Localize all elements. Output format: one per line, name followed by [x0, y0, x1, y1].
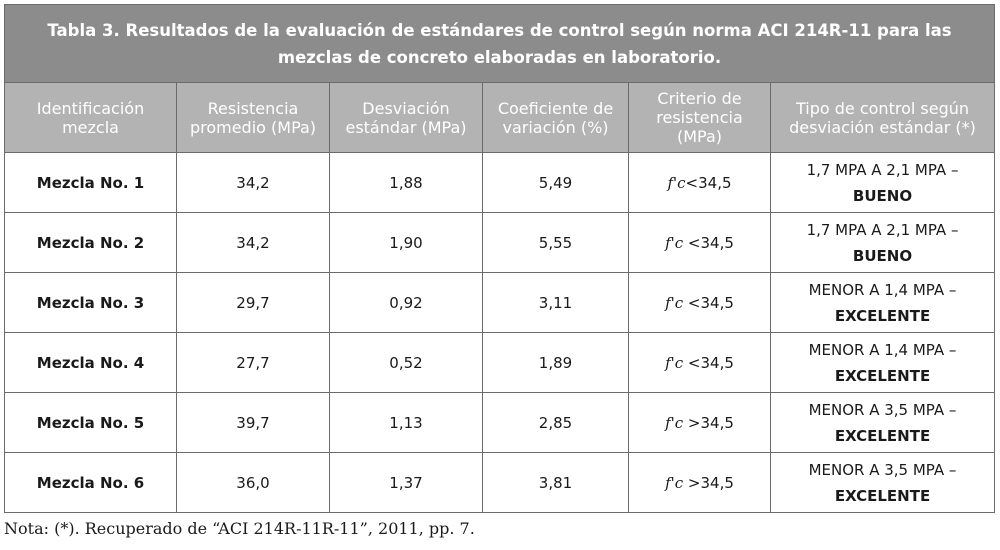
cell-tipo-control — [771, 213, 995, 273]
control-range: MENOR A 3,5 MPA – — [808, 460, 957, 479]
cell-coeficiente: 3,11 — [483, 273, 629, 333]
header-resistencia — [177, 83, 330, 153]
cell-criterio — [629, 153, 771, 213]
control-range: MENOR A 1,4 MPA – — [808, 280, 957, 299]
criterio-value: <34,5 — [683, 233, 734, 252]
cell-desviacion: 1,90 — [330, 213, 483, 273]
table-row — [5, 333, 995, 393]
cell-desviacion: 1,88 — [330, 153, 483, 213]
cell-tipo-control — [771, 453, 995, 513]
cell-criterio — [629, 273, 771, 333]
criterio-symbol: f'c — [667, 173, 686, 192]
cell-desviacion: 1,13 — [330, 393, 483, 453]
table-header-row — [5, 83, 995, 153]
cell-coeficiente: 2,85 — [483, 393, 629, 453]
cell-tipo-control — [771, 333, 995, 393]
table-caption: Tabla 3. Resultados de la evaluación de estándares de control según norma ACI 214R-11 para las mezclas de concreto elaboradas en laboratorio. — [5, 5, 995, 83]
results-table-container — [4, 4, 994, 513]
control-range: 1,7 MPA A 2,1 MPA – — [806, 160, 959, 179]
cell-mezcla-name: Mezcla No. 3 — [5, 273, 177, 333]
results-table — [4, 4, 995, 513]
cell-mezcla-name: Mezcla No. 5 — [5, 393, 177, 453]
cell-criterio — [629, 333, 771, 393]
header-line: Desviación — [362, 98, 450, 118]
header-line: estándar (MPa) — [345, 117, 467, 137]
cell-desviacion: 1,37 — [330, 453, 483, 513]
criterio-symbol: f'c — [665, 233, 684, 252]
cell-resistencia: 27,7 — [177, 333, 330, 393]
cell-criterio — [629, 393, 771, 453]
cell-mezcla-name: Mezcla No. 4 — [5, 333, 177, 393]
header-line: Criterio de — [657, 89, 742, 108]
header-desviacion — [330, 83, 483, 153]
control-range: 1,7 MPA A 2,1 MPA – — [806, 220, 959, 239]
header-line: variación (%) — [502, 117, 609, 137]
cell-tipo-control — [771, 393, 995, 453]
cell-mezcla-name: Mezcla No. 1 — [5, 153, 177, 213]
cell-mezcla-name: Mezcla No. 2 — [5, 213, 177, 273]
control-level: EXCELENTE — [834, 306, 931, 325]
header-criterio — [629, 83, 771, 153]
header-line: promedio (MPa) — [189, 117, 317, 137]
criterio-value: <34,5 — [685, 173, 732, 192]
criterio-symbol: f'c — [665, 293, 684, 312]
criterio-value: >34,5 — [683, 473, 734, 492]
header-tipo-control — [771, 83, 995, 153]
cell-resistencia: 39,7 — [177, 393, 330, 453]
cell-coeficiente: 3,81 — [483, 453, 629, 513]
cell-resistencia: 29,7 — [177, 273, 330, 333]
cell-desviacion: 0,52 — [330, 333, 483, 393]
table-row — [5, 273, 995, 333]
control-range: MENOR A 3,5 MPA – — [808, 400, 957, 419]
table-row — [5, 213, 995, 273]
control-level: EXCELENTE — [834, 486, 931, 505]
header-line: Resistencia — [207, 98, 299, 118]
header-line: desviación estándar (*) — [789, 117, 976, 137]
criterio-value: <34,5 — [683, 293, 734, 312]
criterio-symbol: f'c — [665, 473, 684, 492]
cell-desviacion: 0,92 — [330, 273, 483, 333]
criterio-symbol: f'c — [665, 413, 684, 432]
control-level: BUENO — [852, 186, 913, 205]
header-line: Coeficiente de — [497, 98, 614, 118]
criterio-value: <34,5 — [683, 353, 734, 372]
header-coeficiente — [483, 83, 629, 153]
control-level: EXCELENTE — [834, 426, 931, 445]
cell-coeficiente: 5,55 — [483, 213, 629, 273]
cell-coeficiente: 1,89 — [483, 333, 629, 393]
header-line: mezcla — [62, 117, 119, 137]
control-level: BUENO — [852, 246, 913, 265]
header-line: resistencia — [656, 108, 743, 127]
header-line: Tipo de control según — [796, 98, 970, 118]
criterio-symbol: f'c — [665, 353, 684, 372]
table-note: Nota: (*). Recuperado de “ACI 214R-11R-11”, 2011, pp. 7. — [4, 519, 475, 538]
cell-mezcla-name: Mezcla No. 6 — [5, 453, 177, 513]
cell-criterio — [629, 453, 771, 513]
criterio-value: >34,5 — [683, 413, 734, 432]
control-range: MENOR A 1,4 MPA – — [808, 340, 957, 359]
cell-resistencia: 34,2 — [177, 213, 330, 273]
cell-tipo-control — [771, 153, 995, 213]
header-line: Identificación — [36, 98, 145, 118]
cell-resistencia: 34,2 — [177, 153, 330, 213]
cell-resistencia: 36,0 — [177, 453, 330, 513]
table-row — [5, 153, 995, 213]
cell-criterio — [629, 213, 771, 273]
control-level: EXCELENTE — [834, 366, 931, 385]
table-row — [5, 393, 995, 453]
table-row — [5, 453, 995, 513]
cell-tipo-control — [771, 273, 995, 333]
header-identificacion — [5, 83, 177, 153]
cell-coeficiente: 5,49 — [483, 153, 629, 213]
header-line: (MPa) — [676, 127, 723, 146]
